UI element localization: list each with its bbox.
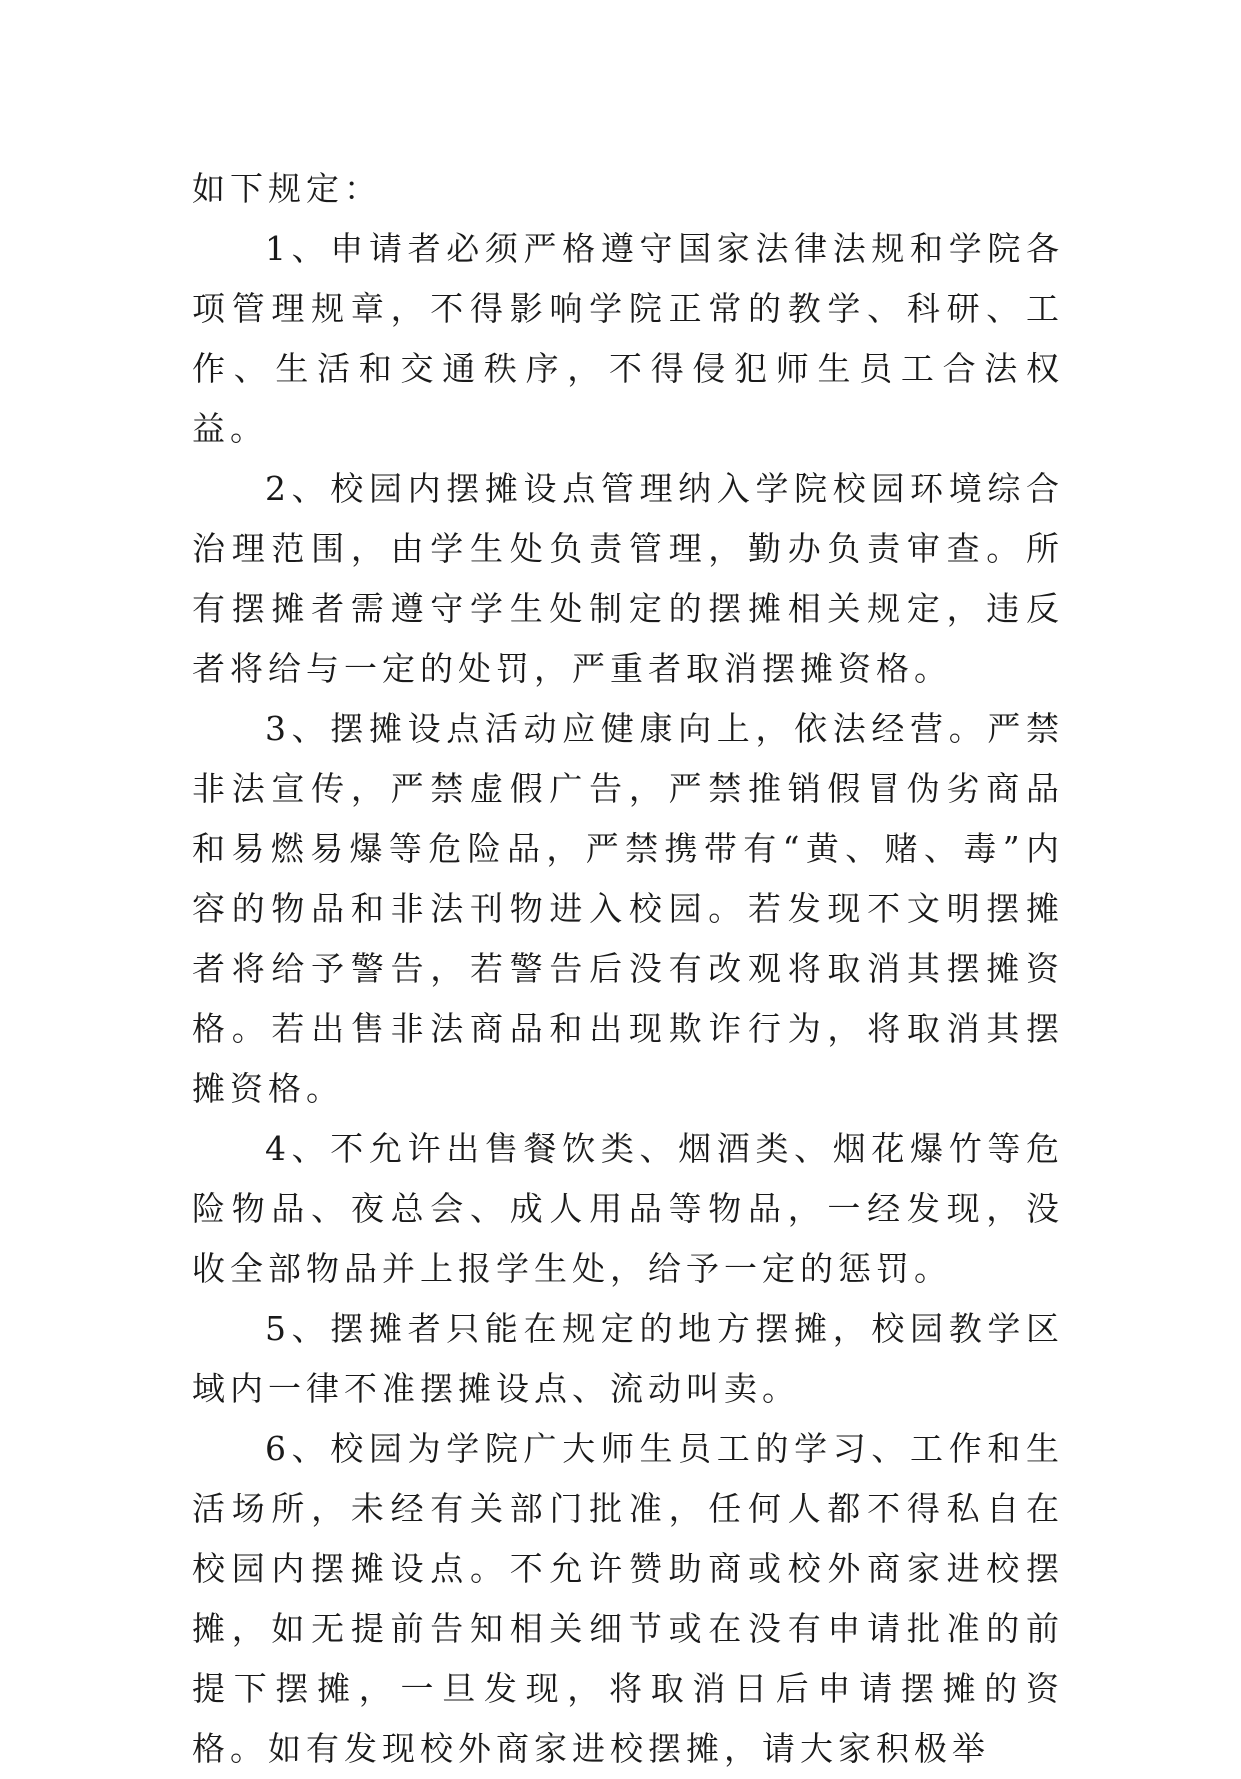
paragraph-rule-5: 5、摆摊者只能在规定的地方摆摊，校园教学区域内一律不准摆摊设点、流动叫卖。 (192, 1309, 1064, 1408)
paragraph-rule-3: 3、摆摊设点活动应健康向上，依法经营。严禁非法宣传，严禁虚假广告，严禁推销假冒伪劣商品和易燃易爆等危险品，严禁携带有“黄、赌、毒”内容的物品和非法刊物进入校园。若发现不文明摆摊者将给予警告，若警告后没有改观将取消其摆摊资格。若出售非法商品和出现欺诈行为，将取消其摆摊资格。 (192, 709, 1064, 1108)
document-body (192, 159, 1064, 1779)
paragraph-rule-6: 6、校园为学院广大师生员工的学习、工作和生活场所，未经有关部门批准，任何人都不得私自在校园内摆摊设点。不允许赞助商或校外商家进校摆摊，如无提前告知相关细节或在没有申请批准的前提下摆摊，一旦发现，将取消日后申请摆摊的资格。如有发现校外商家进校摆摊，请大家积极举 (192, 1429, 1064, 1768)
paragraph-rule-1: 1、申请者必须严格遵守国家法律法规和学院各项管理规章，不得影响学院正常的教学、科研、工作、生活和交通秩序，不得侵犯师生员工合法权益。 (192, 229, 1064, 448)
paragraph-intro: 如下规定： (192, 169, 382, 208)
paragraph-rule-4: 4、不允许出售餐饮类、烟酒类、烟花爆竹等危险物品、夜总会、成人用品等物品，一经发现，没收全部物品并上报学生处，给予一定的惩罚。 (192, 1129, 1064, 1288)
paragraph-rule-2: 2、校园内摆摊设点管理纳入学院校园环境综合治理范围，由学生处负责管理，勤办负责审查。所有摆摊者需遵守学生处制定的摆摊相关规定，违反者将给与一定的处罚，严重者取消摆摊资格。 (192, 469, 1064, 688)
